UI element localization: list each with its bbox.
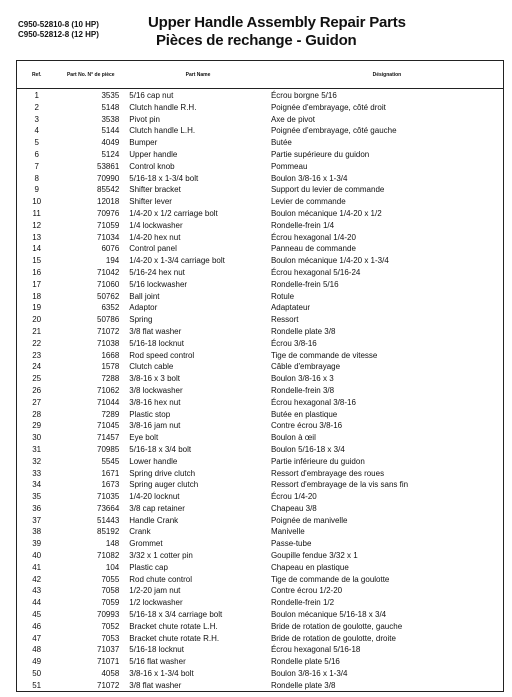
table-row: [17, 184, 503, 196]
row-part-name: 5/16-18 x 1-3/4 bolt: [129, 173, 199, 183]
row-part-name: Grommet: [129, 539, 163, 549]
row-designation: Butée: [270, 138, 292, 148]
row-part-name: Pivot pin: [129, 114, 160, 124]
row-designation: Écrou hexagonal 3/8-16: [270, 397, 356, 407]
row-part-name: Eye bolt: [129, 433, 159, 443]
table-row: [17, 125, 503, 137]
row-part-name: 3/8-16 x 3 bolt: [129, 374, 180, 384]
row-ref: 4: [34, 126, 39, 136]
row-part-name: Control panel: [129, 244, 177, 254]
col-ref: Ref.: [31, 71, 42, 78]
table-row: [17, 161, 503, 173]
row-part-no: 7058: [101, 586, 120, 596]
row-part-no: 6352: [101, 303, 120, 313]
row-part-name: Spring drive clutch: [129, 468, 196, 478]
row-part-no: 70976: [97, 208, 120, 218]
row-part-no: 71062: [97, 385, 120, 395]
row-part-no: 3535: [101, 91, 120, 100]
row-designation: Rondelle plate 3/8: [270, 326, 336, 336]
row-ref: 19: [32, 303, 42, 313]
row-ref: 5: [34, 138, 39, 148]
row-designation: Poignée d'embrayage, côté droit: [270, 102, 386, 112]
table-row: [17, 385, 503, 397]
row-part-name: 1/2-20 jam nut: [129, 586, 181, 596]
table-row: [17, 196, 503, 208]
table-body: [17, 89, 503, 692]
row-part-name: Upper handle: [129, 149, 178, 159]
row-designation: Partie supérieure du guidon: [270, 149, 370, 159]
row-ref: 40: [32, 551, 42, 561]
row-ref: 14: [32, 244, 42, 254]
row-part-name: 5/16 flat washer: [129, 657, 186, 667]
row-part-no: 104: [105, 562, 120, 572]
row-ref: 26: [32, 385, 42, 395]
row-ref: 2: [34, 102, 39, 112]
row-part-name: 5/16-18 x 3/4 bolt: [129, 444, 192, 454]
table-row: [17, 279, 503, 291]
row-part-name: Bumper: [129, 138, 158, 148]
row-ref: 32: [32, 456, 42, 466]
row-designation: Contre écrou 1/2-20: [270, 586, 343, 596]
row-part-name: 3/8 lockwasher: [129, 385, 183, 395]
table-row: [17, 173, 503, 185]
row-part-name: 3/8 cap retainer: [129, 503, 185, 513]
row-ref: 47: [32, 633, 42, 643]
row-ref: 31: [32, 444, 42, 454]
table-row: [17, 338, 503, 350]
row-part-no: 71034: [97, 232, 120, 242]
row-part-name: 1/4-20 hex nut: [129, 232, 181, 242]
table-row: [17, 314, 503, 326]
row-part-name: 5/16-18 locknut: [129, 645, 184, 655]
row-part-no: 71072: [97, 326, 120, 336]
row-part-name: 5/16 cap nut: [129, 91, 174, 100]
table-row: [17, 609, 503, 621]
table-row: [17, 267, 503, 279]
table-row: [17, 491, 503, 503]
row-part-name: Plastic stop: [129, 409, 171, 419]
table-row: [17, 644, 503, 656]
row-ref: 21: [32, 326, 42, 336]
parts-table: [16, 60, 504, 692]
row-part-no: 73664: [97, 503, 120, 513]
table-row: [17, 656, 503, 668]
title-french: Pièces de rechange - Guidon: [156, 32, 357, 49]
table-row: [17, 503, 503, 515]
row-part-name: 3/8-16 x 1-3/4 bolt: [129, 669, 194, 679]
table-row: [17, 468, 503, 480]
row-ref: 18: [32, 291, 42, 301]
table-row: [17, 149, 503, 161]
row-designation: Adaptateur: [270, 303, 311, 313]
table-row: [17, 550, 503, 562]
table-row: [17, 361, 503, 373]
row-designation: Rondelle-frein 1/4: [270, 220, 335, 230]
row-designation: Rondelle-frein 3/8: [270, 385, 335, 395]
row-designation: Boulon 3/8-16 x 3: [270, 374, 334, 384]
title-english: Upper Handle Assembly Repair Parts: [148, 14, 406, 31]
table-row: [17, 585, 503, 597]
row-part-name: 5/16-18 x 3/4 carriage bolt: [129, 610, 223, 620]
row-part-no: 71059: [97, 220, 120, 230]
row-part-name: Clutch handle R.H.: [129, 102, 197, 112]
row-ref: 38: [32, 527, 42, 537]
row-part-name: 5/16 lockwasher: [129, 279, 188, 289]
row-part-no: 7052: [101, 621, 120, 631]
row-part-no: 71072: [97, 680, 120, 690]
row-ref: 25: [32, 374, 42, 384]
row-part-no: 70990: [97, 173, 120, 183]
row-part-name: Bracket chute rotate R.H.: [129, 633, 220, 643]
row-ref: 7: [34, 161, 39, 171]
row-part-no: 4058: [101, 669, 120, 679]
row-part-name: Spring: [129, 315, 153, 325]
row-part-no: 71082: [97, 551, 120, 561]
row-ref: 10: [32, 197, 42, 207]
row-part-no: 6076: [101, 244, 120, 254]
row-designation: Support du levier de commande: [270, 185, 385, 195]
row-part-no: 71060: [97, 279, 120, 289]
row-designation: Boulon mécanique 5/16-18 x 3/4: [270, 610, 387, 620]
table-row: [17, 538, 503, 550]
table-row: [17, 409, 503, 421]
row-part-name: Clutch cable: [129, 362, 174, 372]
row-part-name: Bracket chute rotate L.H.: [129, 621, 218, 631]
row-designation: Écrou borgne 5/16: [270, 91, 337, 100]
row-ref: 8: [34, 173, 39, 183]
row-part-no: 7288: [101, 374, 120, 384]
row-ref: 29: [32, 421, 42, 431]
row-ref: 44: [32, 598, 42, 608]
row-ref: 28: [32, 409, 42, 419]
row-designation: Butée en plastique: [270, 409, 338, 419]
model-12hp: C950-52812-8 (12 HP): [18, 30, 99, 39]
row-part-no: 85542: [97, 185, 120, 195]
row-ref: 41: [32, 562, 42, 572]
table-row: [17, 208, 503, 220]
table-row: [17, 137, 503, 149]
table-row: [17, 432, 503, 444]
row-part-no: 71044: [97, 397, 120, 407]
row-part-no: 1668: [101, 350, 120, 360]
row-designation: Ressort d'embrayage de la vis sans fin: [270, 480, 409, 490]
row-ref: 50: [32, 669, 42, 679]
row-ref: 15: [32, 256, 42, 266]
row-designation: Écrou hexagonal 1/4-20: [270, 232, 356, 242]
row-ref: 16: [32, 267, 42, 277]
row-part-no: 71457: [97, 433, 120, 443]
table-row: [17, 114, 503, 126]
row-designation: Poignée de manivelle: [270, 515, 348, 525]
table-row: [17, 102, 503, 114]
row-designation: Écrou hexagonal 5/16-24: [270, 267, 361, 277]
row-designation: Goupille fendue 3/32 x 1: [270, 551, 358, 561]
row-part-name: 3/8 flat washer: [129, 326, 182, 336]
row-ref: 39: [32, 539, 42, 549]
row-ref: 22: [32, 338, 42, 348]
row-ref: 6: [34, 149, 39, 159]
row-part-no: 71071: [97, 657, 120, 667]
table-row: [17, 220, 503, 232]
row-part-name: 3/32 x 1 cotter pin: [129, 551, 193, 561]
row-ref: 43: [32, 586, 42, 596]
row-part-no: 5124: [101, 149, 120, 159]
row-part-name: Ball joint: [129, 291, 160, 301]
table-row: [17, 479, 503, 491]
row-ref: 51: [32, 680, 42, 690]
table-row: [17, 291, 503, 303]
table-row: [17, 526, 503, 538]
page-header: [0, 0, 512, 58]
row-part-no: 3538: [101, 114, 120, 124]
row-designation: Chapeau en plastique: [270, 562, 349, 572]
row-part-name: Crank: [129, 527, 151, 537]
row-part-name: Shifter lever: [129, 197, 172, 207]
row-designation: Partie inférieure du guidon: [270, 456, 365, 466]
row-part-name: 5/16-24 hex nut: [129, 267, 185, 277]
row-designation: Rondelle plate 5/16: [270, 657, 340, 667]
table-row: [17, 373, 503, 385]
row-designation: Écrou 1/4-20: [270, 492, 317, 502]
row-designation: Boulon 5/16-18 x 3/4: [270, 444, 345, 454]
row-ref: 9: [34, 185, 39, 195]
row-designation: Câble d'embrayage: [270, 362, 341, 372]
row-part-no: 7053: [101, 633, 120, 643]
row-part-name: 5/16-18 locknut: [129, 338, 184, 348]
row-designation: Bride de rotation de goulotte, gauche: [270, 621, 403, 631]
row-ref: 34: [32, 480, 42, 490]
table-row: [17, 680, 503, 692]
row-part-no: 5148: [101, 102, 120, 112]
row-designation: Boulon mécanique 1/4-20 x 1/2: [270, 208, 382, 218]
row-part-name: 3/8-16 hex nut: [129, 397, 181, 407]
table-row: [17, 574, 503, 586]
row-part-name: 1/4-20 x 1/2 carriage bolt: [129, 208, 218, 218]
row-part-no: 7059: [101, 598, 120, 608]
row-designation: Passe-tube: [270, 539, 312, 549]
row-part-name: Rod chute control: [129, 574, 192, 584]
row-ref: 13: [32, 232, 42, 242]
row-part-name: 1/2 lockwasher: [129, 598, 183, 608]
row-ref: 30: [32, 433, 42, 443]
row-ref: 42: [32, 574, 42, 584]
row-part-name: Shifter bracket: [129, 185, 181, 195]
row-part-no: 12018: [97, 197, 120, 207]
row-ref: 11: [32, 208, 41, 218]
row-part-no: 5545: [101, 456, 120, 466]
col-designation: Désignation: [372, 71, 402, 78]
row-designation: Contre écrou 3/8-16: [270, 421, 343, 431]
row-designation: Rondelle-frein 5/16: [270, 279, 339, 289]
row-part-no: 7055: [101, 574, 120, 584]
table-row: [17, 668, 503, 680]
row-part-name: Rod speed control: [129, 350, 195, 360]
row-ref: 45: [32, 610, 42, 620]
row-part-no: 50786: [97, 315, 120, 325]
row-designation: Levier de commande: [270, 197, 346, 207]
row-ref: 35: [32, 492, 42, 502]
row-part-no: 71038: [97, 338, 120, 348]
table-row: [17, 255, 503, 267]
row-designation: Boulon mécanique 1/4-20 x 1-3/4: [270, 256, 389, 266]
row-ref: 27: [32, 397, 42, 407]
row-designation: Ressort: [270, 315, 299, 325]
table-row: [17, 350, 503, 362]
model-numbers: [18, 20, 99, 40]
table-row: [17, 243, 503, 255]
row-designation: Boulon 3/8-16 x 1-3/4: [270, 173, 348, 183]
row-designation: Panneau de commande: [270, 244, 356, 254]
row-designation: Bride de rotation de goulotte, droite: [270, 633, 396, 643]
row-part-name: 1/4-20 x 1-3/4 carriage bolt: [129, 256, 225, 266]
row-part-no: 71042: [97, 267, 120, 277]
row-part-no: 53861: [97, 161, 120, 171]
row-ref: 48: [32, 645, 42, 655]
row-part-name: Control knob: [129, 161, 175, 171]
row-part-no: 194: [105, 256, 120, 266]
page-titles: [148, 14, 406, 50]
row-ref: 36: [32, 503, 42, 513]
table-header: [17, 61, 503, 89]
row-ref: 33: [32, 468, 42, 478]
row-designation: Boulon 3/8-16 x 1-3/4: [270, 669, 348, 679]
table-row: [17, 597, 503, 609]
model-10hp: C950-52810-8 (10 HP): [18, 20, 99, 29]
row-part-no: 1673: [101, 480, 120, 490]
row-part-no: 51443: [97, 515, 120, 525]
col-part-name: Part Name: [185, 71, 211, 78]
row-part-name: Lower handle: [129, 456, 178, 466]
row-part-name: Clutch handle L.H.: [129, 126, 196, 136]
row-designation: Chapeau 3/8: [270, 503, 317, 513]
row-designation: Rondelle plate 3/8: [270, 680, 336, 690]
row-part-name: Spring auger clutch: [129, 480, 199, 490]
row-designation: Rondelle-frein 1/2: [270, 598, 335, 608]
row-part-no: 70985: [97, 444, 120, 454]
row-part-name: 3/8-16 jam nut: [129, 421, 181, 431]
table-row: [17, 515, 503, 527]
row-part-name: Handle Crank: [129, 515, 179, 525]
row-part-no: 85192: [97, 527, 120, 537]
row-designation: Tige de commande de la goulotte: [270, 574, 390, 584]
table-row: [17, 456, 503, 468]
row-part-no: 71035: [97, 492, 120, 502]
row-ref: 37: [32, 515, 42, 525]
row-ref: 49: [32, 657, 42, 667]
table-row: [17, 326, 503, 338]
table-row: [17, 302, 503, 314]
row-part-no: 148: [105, 539, 120, 549]
row-ref: 17: [32, 279, 42, 289]
row-part-no: 70993: [97, 610, 120, 620]
row-designation: Pommeau: [270, 161, 308, 171]
row-designation: Ressort d'embrayage des roues: [270, 468, 385, 478]
table-row: [17, 397, 503, 409]
row-part-name: 1/4 lockwasher: [129, 220, 183, 230]
row-part-name: Adaptor: [129, 303, 158, 313]
table-row: [17, 562, 503, 574]
row-part-name: 3/8 flat washer: [129, 680, 182, 690]
row-designation: Écrou 3/8-16: [270, 338, 317, 348]
row-part-no: 50762: [97, 291, 120, 301]
row-designation: Tige de commande de vitesse: [270, 350, 378, 360]
table-row: [17, 420, 503, 432]
row-designation: Boulon à œil: [270, 433, 316, 443]
row-part-no: 71045: [97, 421, 120, 431]
row-part-name: 1/4-20 locknut: [129, 492, 180, 502]
row-ref: 1: [34, 91, 39, 100]
row-part-no: 5144: [101, 126, 120, 136]
row-ref: 12: [32, 220, 42, 230]
table-row: [17, 633, 503, 645]
row-designation: Rotule: [270, 291, 295, 301]
row-ref: 46: [32, 621, 42, 631]
table-row: [17, 90, 503, 102]
row-ref: 23: [32, 350, 42, 360]
row-designation: Manivelle: [270, 527, 305, 537]
row-ref: 20: [32, 315, 42, 325]
row-designation: Axe de pivot: [270, 114, 315, 124]
row-designation: Poignée d'embrayage, côté gauche: [270, 126, 397, 136]
table-row: [17, 444, 503, 456]
col-part-no: Part No. N° de pièce: [66, 71, 115, 78]
row-part-no: 1671: [101, 468, 120, 478]
table-row: [17, 232, 503, 244]
row-part-no: 4049: [101, 138, 120, 148]
row-ref: 24: [32, 362, 42, 372]
table-row: [17, 621, 503, 633]
row-part-no: 71037: [97, 645, 120, 655]
row-designation: Écrou hexagonal 5/16-18: [270, 645, 361, 655]
row-part-no: 1578: [101, 362, 120, 372]
row-part-name: Plastic cap: [129, 562, 168, 572]
row-part-no: 7289: [101, 409, 120, 419]
row-ref: 3: [34, 114, 39, 124]
